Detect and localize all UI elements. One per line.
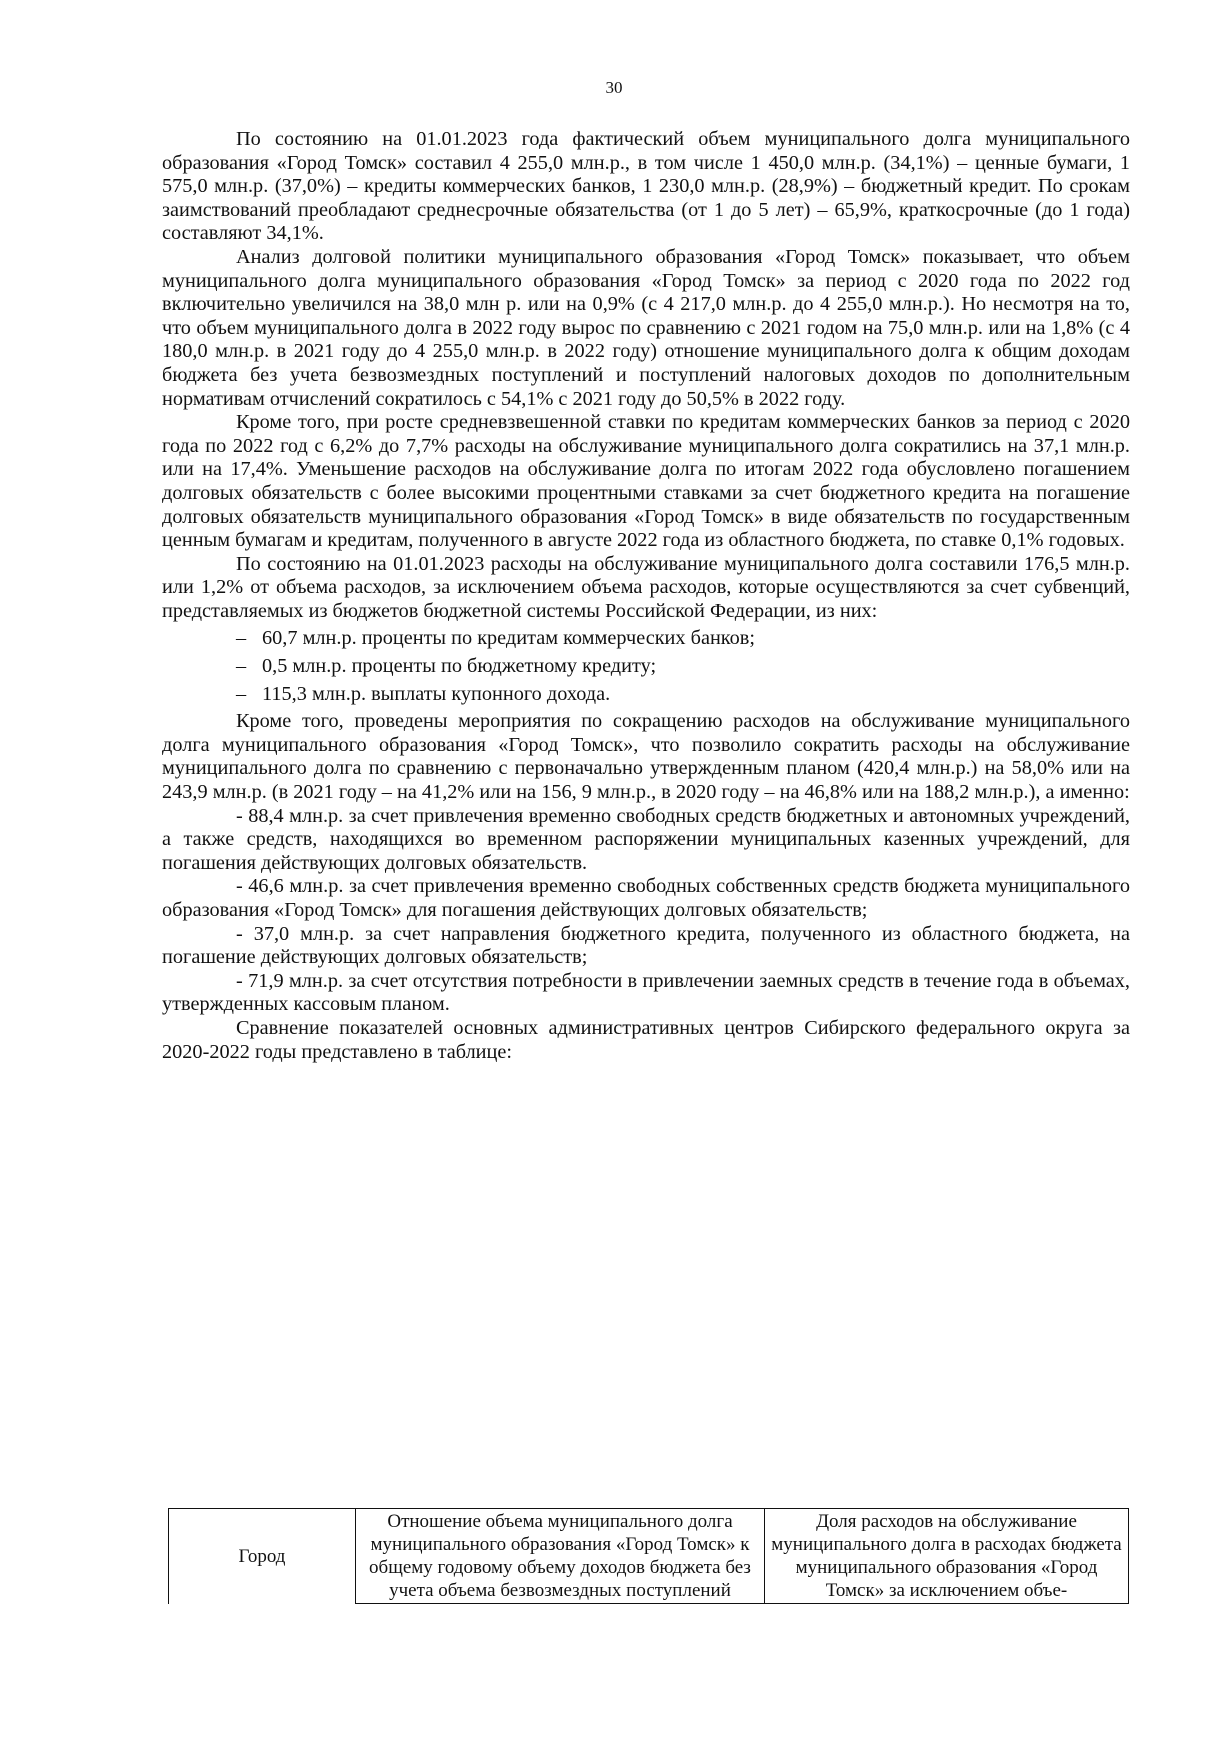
dash-bullet: – [236, 655, 247, 678]
header-debt-to-revenue-ratio: Отношение объема муниципального долга муниципального образования «Город Томск» к общему годовому объему доходов бюджета без учета объема безвозмездных поступлений [356, 1509, 765, 1604]
list-item-text: 0,5 млн.р. проценты по бюджетному кредиту; [262, 655, 657, 678]
paragraph-debt-policy-analysis: Анализ долговой политики муниципального образования «Город Томск» показывает, что объем муниципального долга муниципального образования «Город Томск» за период с 2020 года по 2022 год включительно увеличился на 38,0 млн р. или на 0,9% (с 4 217,0 млн.р. до 4 255,0 млн.р.). Но несмотря на то, что объем муниципального долга в 2022 году вырос по сравнению с 2021 годом на 75,0 млн.р. или на 1,8% (с 4 180,0 млн.р. в 2021 году до 4 255,0 млн.р. в 2022 году) отношение муниципального долга к общим доходам бюджета без учета безвозмездных поступлений и поступлений налоговых доходов по дополнительным нормативам отчислений сократилось с 54,1% с 2021 году до 50,5% в 2022 году. [162, 245, 1130, 410]
paragraph-servicing-costs-reduction: Кроме того, при росте средневзвешенной ставки по кредитам коммерческих банков за период с 2020 года по 2022 год с 6,2% до 7,7% расходы на обслуживание муниципального долга сократились на 37,1 млн.р. или на 17,4%. Уменьшение расходов на обслуживание долга по итогам 2022 года обусловлено погашением долговых обязательств с более высокими процентными ставками за счет бюджетного кредита на погашение долговых обязательств муниципального образования «Город Томск» в виде обязательств по государственным ценным бумагам и кредитам, полученного в августе 2022 года из областного бюджета, по ставке 0,1% годовых. [162, 411, 1130, 552]
servicing-costs-list [162, 627, 1130, 706]
measure-item: - 88,4 млн.р. за счет привлечения временно свободных средств бюджетных и автономных учреждений, а также средств, находящихся во временном распоряжении муниципальных казенных учреждений, для погашения действующих долговых обязательств. [162, 804, 1130, 874]
paragraph-servicing-costs-2023: По состоянию на 01.01.2023 расходы на обслуживание муниципального долга составили 176,5 млн.р. или 1,2% от объема расходов, за исключением объема расходов, которые осуществляются за счет субвенций, представляемых из бюджетов бюджетной системы Российской Федерации, из них: [162, 552, 1130, 622]
comparison-table [168, 1508, 1129, 1604]
measure-item: - 71,9 млн.р. за счет отсутствия потребности в привлечении заемных средств в течение года в объемах, утвержденных кассовым планом. [162, 969, 1130, 1016]
measure-item: - 37,0 млн.р. за счет направления бюджетного кредита, полученного из областного бюджета, на погашение действующих долговых обязательств; [162, 922, 1130, 969]
header-servicing-cost-share: Доля расходов на обслуживание муниципального долга в расходах бюджета муниципального образования «Город Томск» за исключением объе- [765, 1509, 1129, 1604]
list-item-text: 60,7 млн.р. проценты по кредитам коммерческих банков; [262, 627, 755, 650]
measure-item: - 46,6 млн.р. за счет привлечения временно свободных собственных средств бюджета муниципального образования «Город Томск» для погашения действующих долговых обязательств; [162, 875, 1130, 921]
table-header-row [169, 1509, 1129, 1604]
paragraph-debt-volume: По состоянию на 01.01.2023 года фактический объем муниципального долга муниципального образования «Город Томск» составил 4 255,0 млн.р., в том числе 1 450,0 млн.р. (34,1%) – ценные бумаги, 1 575,0 млн.р. (37,0%) – кредиты коммерческих банков, 1 230,0 млн.р. (28,9%) – бюджетный кредит. По срокам заимствований преобладают среднесрочные обязательства (от 1 до 5 лет) – 65,9%, краткосрочные (до 1 года) составляют 34,1%. [162, 128, 1130, 245]
list-item [162, 683, 1130, 707]
dash-bullet: – [236, 627, 247, 650]
document-body [162, 128, 1130, 1064]
list-item [162, 655, 1130, 679]
paragraph-table-intro: Сравнение показателей основных административных центров Сибирского федерального округа за 2020-2022 годы представлено в таблице: [162, 1016, 1130, 1063]
page-number: 30 [605, 78, 623, 97]
paragraph-measures-intro: Кроме того, проведены мероприятия по сокращению расходов на обслуживание муниципального долга муниципального образования «Город Томск», что позволило сократить расходы на обслуживание муниципального долга по сравнению с первоначально утвержденным планом (420,4 млн.р.) на 58,0% или на 243,9 млн.р. (в 2021 году – на 41,2% или на 156, 9 млн.р., в 2020 году – на 46,8% или на 188,2 млн.р.), а именно: [162, 710, 1130, 804]
list-item-text: 115,3 млн.р. выплаты купонного дохода. [262, 682, 611, 705]
dash-bullet: – [236, 682, 247, 705]
list-item [162, 627, 1130, 651]
header-city: Город [169, 1509, 356, 1604]
